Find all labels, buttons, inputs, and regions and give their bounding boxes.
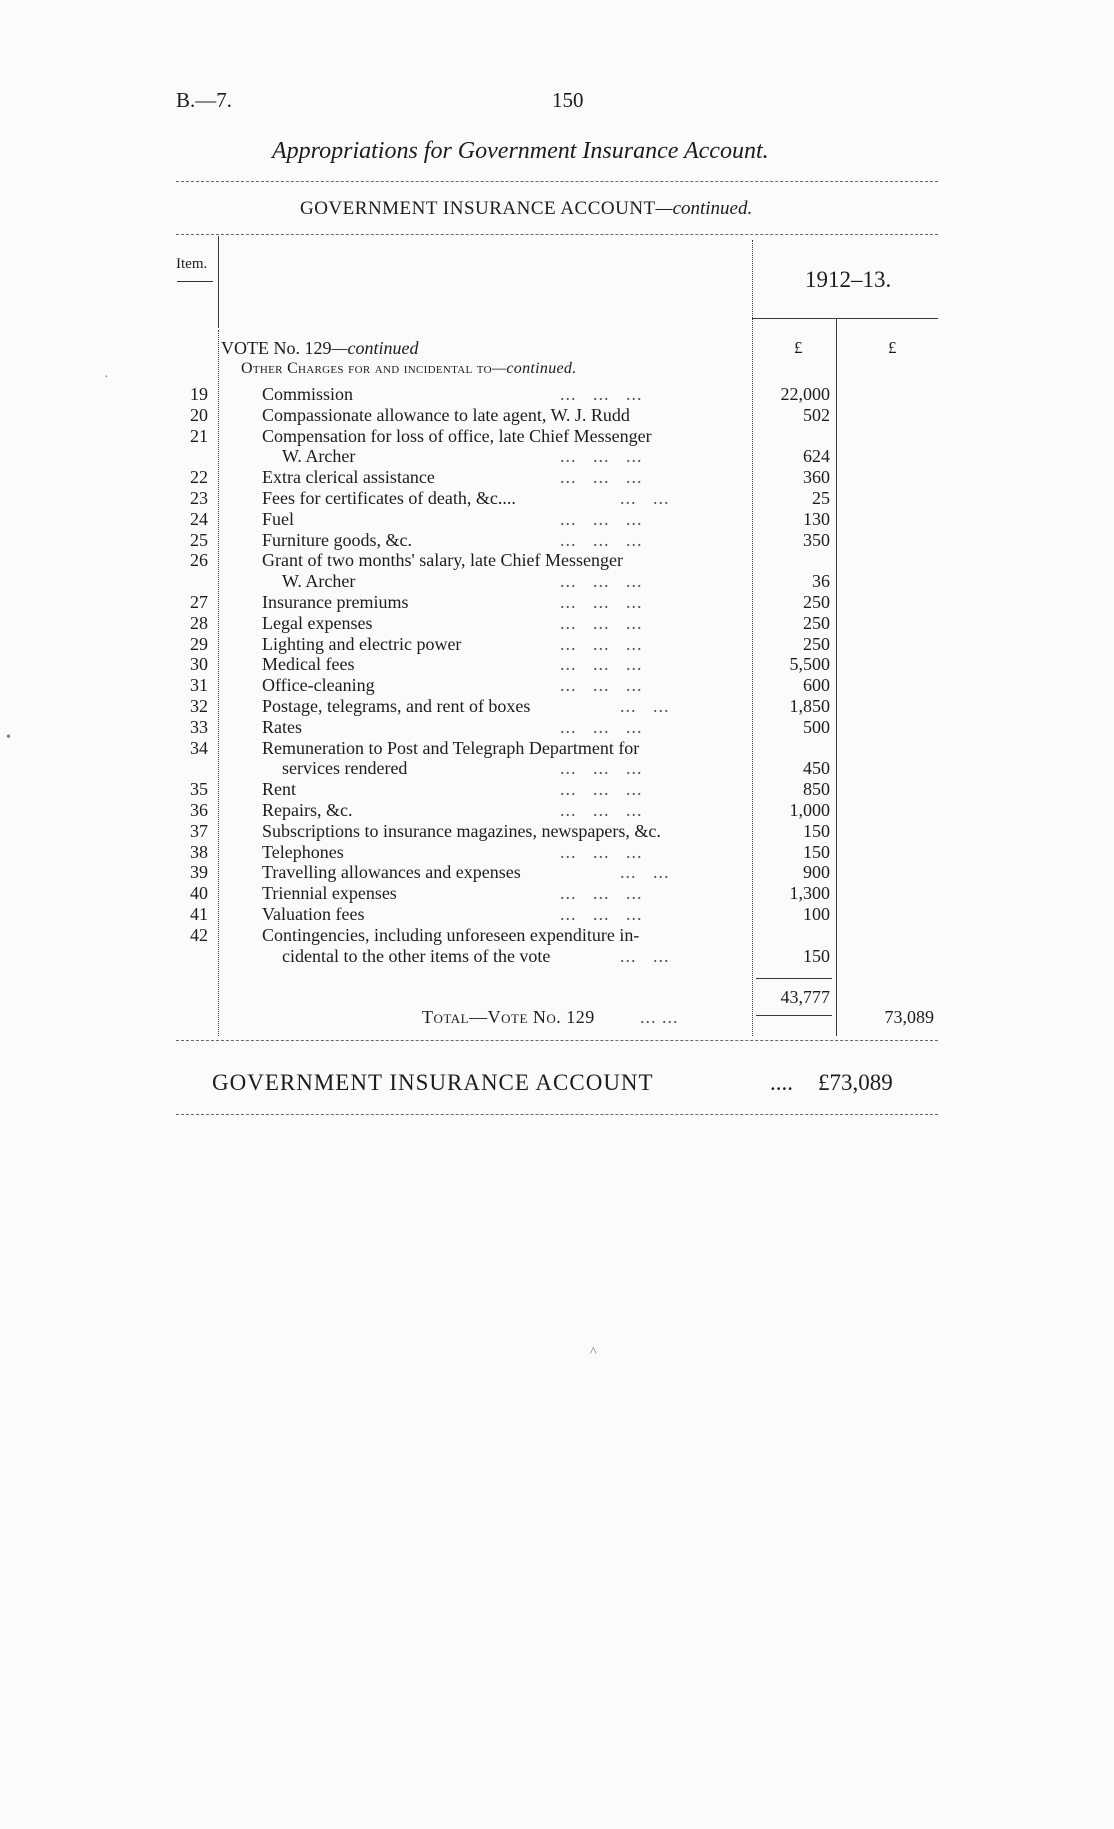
item-amount: 1,300 bbox=[789, 883, 830, 904]
item-amount: 25 bbox=[812, 488, 830, 508]
item-description: Medical fees bbox=[262, 654, 355, 675]
leader-dots: ... ... ... bbox=[560, 633, 643, 654]
vote-subheading-text: Other Charges for and incidental to bbox=[241, 360, 492, 377]
rule-bottom bbox=[176, 1040, 938, 1041]
item-description: Rent bbox=[262, 779, 296, 800]
table-row bbox=[0, 550, 1114, 571]
item-amount: 624 bbox=[803, 446, 830, 467]
item-amount: 22,000 bbox=[780, 384, 830, 404]
item-number: 36 bbox=[190, 800, 208, 820]
item-number: 30 bbox=[190, 654, 208, 675]
table-row bbox=[0, 904, 1114, 925]
item-number: 42 bbox=[190, 924, 208, 945]
table-row bbox=[0, 446, 1114, 467]
table-row bbox=[0, 509, 1114, 530]
item-number: 33 bbox=[190, 716, 208, 737]
item-amount: 1,000 bbox=[789, 800, 830, 820]
item-description: Furniture goods, &c. bbox=[262, 529, 412, 550]
leader-dots: ... ... ... bbox=[560, 592, 643, 612]
item-description: Lighting and electric power bbox=[262, 633, 462, 654]
item-description: Subscriptions to insurance magazines, newspapers, &c. bbox=[262, 820, 661, 841]
table-row bbox=[0, 738, 1114, 759]
item-description: Remuneration to Post and Telegraph Department for bbox=[262, 737, 640, 758]
item-description: Contingencies, including unforeseen expenditure in- bbox=[262, 924, 640, 945]
table-row bbox=[0, 426, 1114, 447]
document-reference: B.—7. bbox=[176, 88, 233, 112]
item-number: 38 bbox=[190, 841, 208, 862]
leader-dots: ... ... ... bbox=[560, 384, 643, 404]
table-row bbox=[0, 467, 1114, 488]
item-amount: 500 bbox=[803, 716, 830, 737]
table-row bbox=[0, 530, 1114, 551]
item-number: 29 bbox=[190, 633, 208, 654]
section-title-suffix: —continued. bbox=[655, 198, 753, 219]
leader-dots: ... ... ... bbox=[560, 612, 643, 633]
item-description: Compassionate allowance to late agent, W. J. Rudd bbox=[262, 404, 630, 425]
item-underline bbox=[177, 281, 213, 282]
item-description: W. Archer bbox=[282, 571, 356, 592]
item-description: Triennial expenses bbox=[262, 883, 397, 904]
leader-dots: ... ... ... bbox=[560, 446, 643, 467]
item-number: 21 bbox=[190, 425, 208, 446]
currency-header-1: £ bbox=[794, 338, 803, 357]
item-number: 41 bbox=[190, 904, 208, 924]
leader-dots: ... ... ... bbox=[560, 758, 643, 779]
item-number: 32 bbox=[190, 696, 208, 716]
scan-speck: · bbox=[104, 370, 109, 385]
scan-speck: ^ bbox=[590, 1345, 597, 1360]
item-number: 25 bbox=[190, 529, 208, 550]
leader-dots: ... ... bbox=[620, 945, 670, 966]
table-row bbox=[0, 571, 1114, 592]
rule-summary bbox=[176, 1114, 938, 1115]
item-amount: 850 bbox=[803, 779, 830, 800]
table-row bbox=[0, 821, 1114, 842]
rule-year-under bbox=[752, 318, 938, 319]
item-description: Travelling allowances and expenses bbox=[262, 862, 521, 883]
item-number: 27 bbox=[190, 592, 208, 612]
scan-speck: • bbox=[6, 730, 11, 745]
table-row bbox=[0, 779, 1114, 800]
item-amount: 100 bbox=[803, 904, 830, 924]
item-description: services rendered bbox=[282, 758, 408, 779]
section-title bbox=[300, 198, 752, 220]
summary-dots: .... bbox=[770, 1070, 793, 1095]
item-description: Rates bbox=[262, 716, 302, 737]
table-row bbox=[0, 717, 1114, 738]
item-number: 35 bbox=[190, 779, 208, 800]
item-number: 31 bbox=[190, 675, 208, 696]
item-amount: 450 bbox=[803, 758, 830, 779]
total-dots: ... ... bbox=[640, 1007, 679, 1027]
item-description: Office-cleaning bbox=[262, 675, 375, 696]
item-amount: 250 bbox=[803, 592, 830, 612]
item-description: Extra clerical assistance bbox=[262, 467, 435, 488]
item-description: Insurance premiums bbox=[262, 592, 409, 612]
table-row bbox=[0, 696, 1114, 717]
item-description: Compensation for loss of office, late Chief Messenger bbox=[262, 425, 652, 446]
table-row bbox=[0, 675, 1114, 696]
table-row bbox=[0, 758, 1114, 779]
leader-dots: ... ... ... bbox=[560, 883, 643, 904]
item-amount: 350 bbox=[803, 529, 830, 550]
item-description: Telephones bbox=[262, 841, 344, 862]
currency-header-2: £ bbox=[888, 338, 897, 357]
total-label: Total—Vote No. 129 bbox=[422, 1007, 595, 1027]
item-number: 24 bbox=[190, 508, 208, 529]
item-description: Grant of two months' salary, late Chief Messenger bbox=[262, 550, 623, 571]
leader-dots: ... ... ... bbox=[560, 467, 643, 488]
summary-label: GOVERNMENT INSURANCE ACCOUNT bbox=[212, 1070, 654, 1095]
item-number: 34 bbox=[190, 737, 208, 758]
item-description: Fuel bbox=[262, 508, 295, 529]
item-amount: 360 bbox=[803, 467, 830, 488]
vote-heading-suffix: —continued bbox=[331, 338, 419, 358]
table-row bbox=[0, 800, 1114, 821]
table-row bbox=[0, 592, 1114, 613]
item-amount: 1,850 bbox=[789, 696, 830, 716]
table-row bbox=[0, 925, 1114, 946]
item-amount: 502 bbox=[803, 404, 830, 425]
rule-subtotal bbox=[756, 978, 832, 979]
item-description: W. Archer bbox=[282, 446, 356, 467]
item-number: 26 bbox=[190, 550, 208, 571]
table-row bbox=[0, 634, 1114, 655]
leader-dots: ... ... ... bbox=[560, 841, 643, 862]
page-number: 150 bbox=[552, 88, 584, 112]
item-number: 40 bbox=[190, 883, 208, 904]
item-amount: 5,500 bbox=[789, 654, 830, 675]
table-row bbox=[0, 488, 1114, 509]
leader-dots: ... ... ... bbox=[560, 800, 643, 820]
item-amount: 36 bbox=[812, 571, 830, 592]
vote-heading bbox=[221, 338, 419, 359]
leader-dots: ... ... ... bbox=[560, 904, 643, 924]
leader-dots: ... ... bbox=[620, 488, 670, 508]
table-row bbox=[0, 384, 1114, 405]
vote-subheading-suffix: —continued. bbox=[491, 360, 577, 377]
summary-amount: £73,089 bbox=[818, 1070, 893, 1095]
leader-dots: ... ... ... bbox=[560, 654, 643, 675]
item-number: 19 bbox=[190, 384, 208, 404]
item-description: Postage, telegrams, and rent of boxes bbox=[262, 696, 531, 716]
leader-dots: ... ... ... bbox=[560, 779, 643, 800]
item-amount: 150 bbox=[803, 841, 830, 862]
item-amount: 250 bbox=[803, 633, 830, 654]
item-number: 28 bbox=[190, 612, 208, 633]
item-description: Valuation fees bbox=[262, 904, 365, 924]
item-amount: 250 bbox=[803, 612, 830, 633]
page-subtitle: Appropriations for Government Insurance Account. bbox=[272, 138, 769, 164]
vote-heading-text: VOTE No. 129 bbox=[221, 338, 332, 358]
item-number: 23 bbox=[190, 488, 208, 508]
table-row bbox=[0, 946, 1114, 967]
leader-dots: ... ... ... bbox=[560, 571, 643, 592]
table-row bbox=[0, 883, 1114, 904]
item-amount: 600 bbox=[803, 675, 830, 696]
leader-dots: ... ... ... bbox=[560, 675, 643, 696]
vote-subheading bbox=[241, 360, 577, 378]
leader-dots: ... ... ... bbox=[560, 508, 643, 529]
rule-item-col-top bbox=[218, 236, 219, 328]
item-number: 37 bbox=[190, 820, 208, 841]
grand-total-amount: 73,089 bbox=[884, 1007, 934, 1027]
item-description: Commission bbox=[262, 384, 354, 404]
item-number: 20 bbox=[190, 404, 208, 425]
table-row bbox=[0, 613, 1114, 634]
item-number: 39 bbox=[190, 862, 208, 883]
table-row bbox=[0, 654, 1114, 675]
item-description: Fees for certificates of death, &c.... bbox=[262, 488, 516, 508]
item-description: Legal expenses bbox=[262, 612, 373, 633]
rule-header bbox=[176, 234, 938, 235]
leader-dots: ... ... ... bbox=[560, 529, 643, 550]
leader-dots: ... ... bbox=[620, 696, 670, 716]
item-amount: 150 bbox=[803, 820, 830, 841]
table-row bbox=[0, 405, 1114, 426]
rule-subtotal-under bbox=[756, 1015, 832, 1016]
subtotal-amount: 43,777 bbox=[780, 987, 830, 1007]
item-amount: 900 bbox=[803, 862, 830, 883]
item-description: Repairs, &c. bbox=[262, 800, 353, 820]
leader-dots: ... ... bbox=[620, 862, 670, 883]
item-number: 22 bbox=[190, 467, 208, 488]
rule-top bbox=[176, 181, 938, 182]
leader-dots: ... ... ... bbox=[560, 716, 643, 737]
year-column-header: 1912–13. bbox=[805, 267, 892, 292]
item-description: cidental to the other items of the vote bbox=[282, 945, 551, 966]
section-title-text: GOVERNMENT INSURANCE ACCOUNT bbox=[300, 198, 656, 219]
item-column-header: Item. bbox=[176, 256, 208, 272]
item-amount: 130 bbox=[803, 508, 830, 529]
table-row bbox=[0, 842, 1114, 863]
table-row bbox=[0, 862, 1114, 883]
item-amount: 150 bbox=[803, 945, 830, 966]
